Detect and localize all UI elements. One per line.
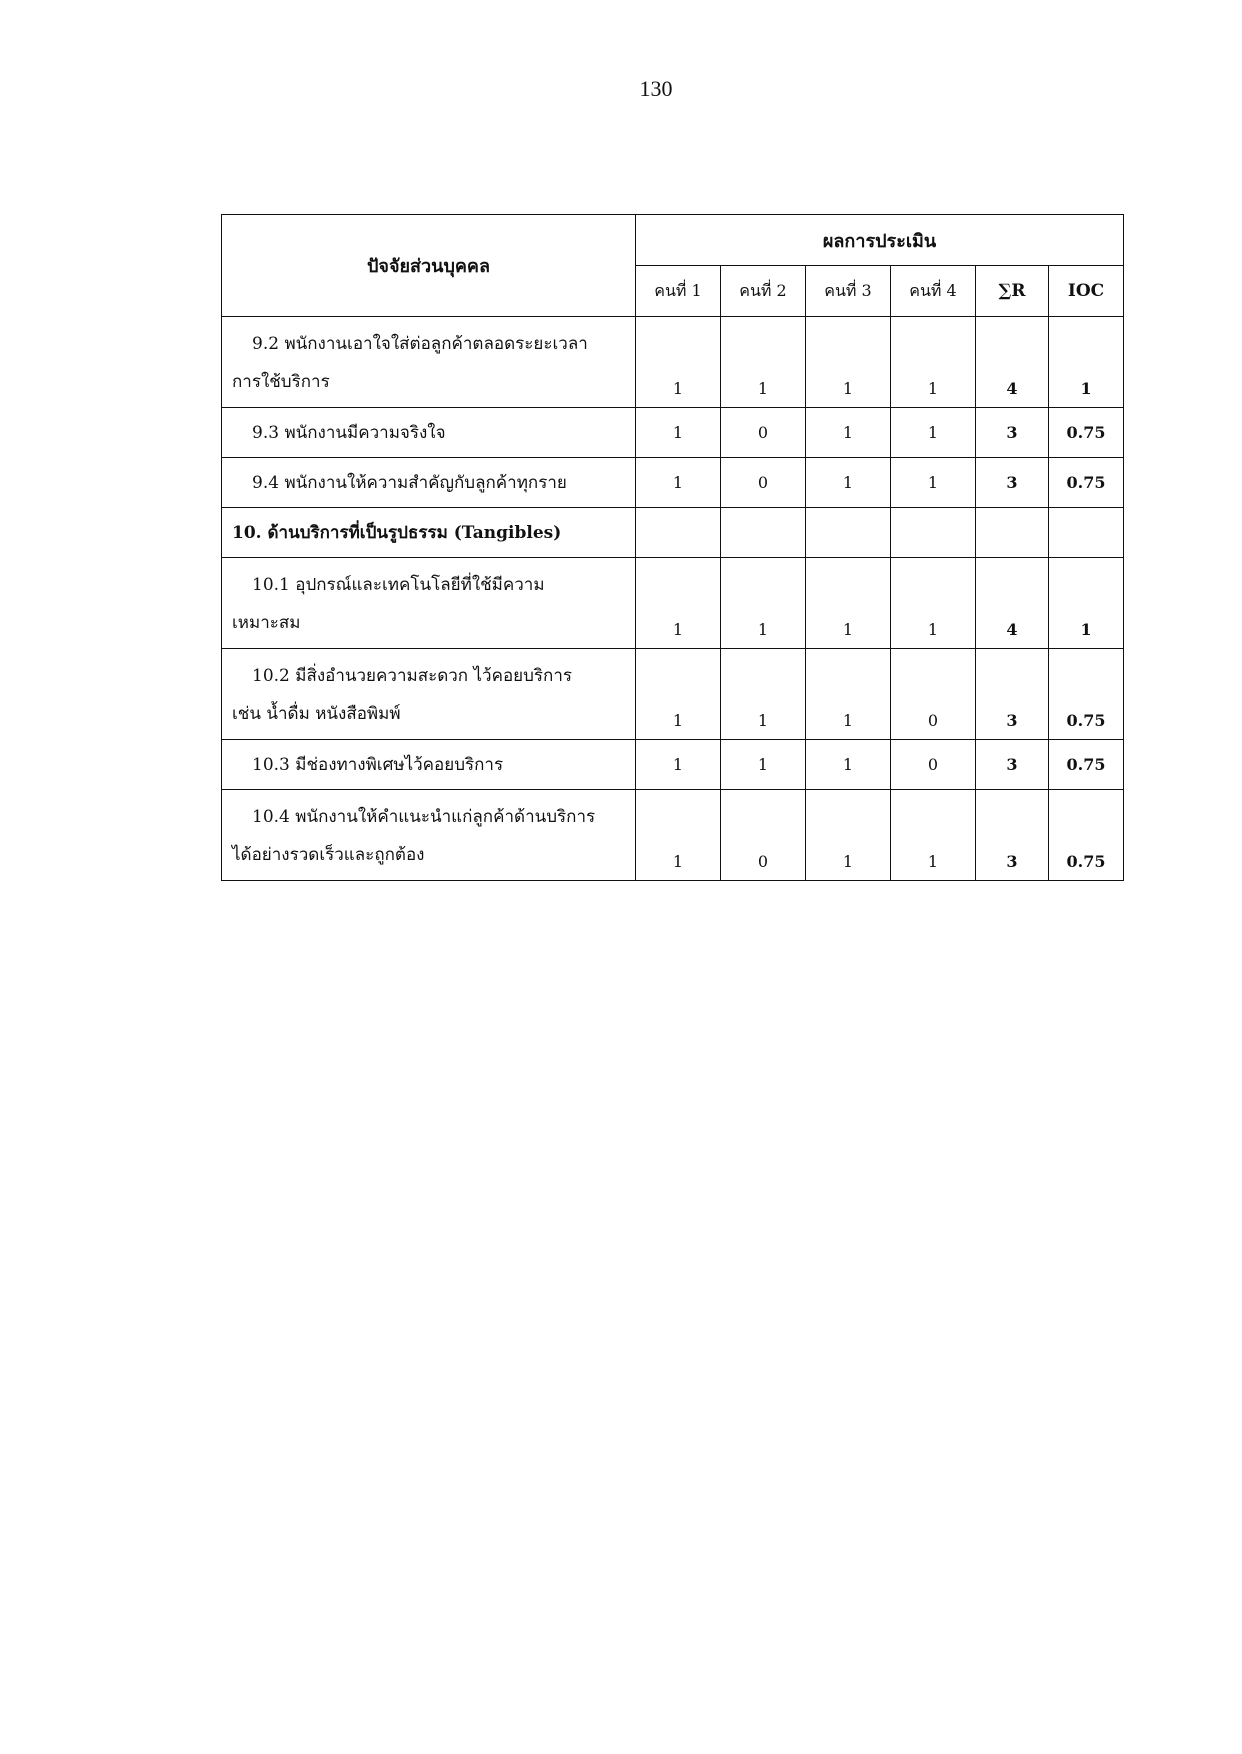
- factor-text-line1: 9.4 พนักงานให้ความสำคัญกับลูกค้าทุกราย: [252, 472, 567, 493]
- sum-r-value: 3: [976, 790, 1049, 881]
- factor-text-line2: การใช้บริการ: [232, 372, 330, 392]
- rater-1-score: 1: [636, 408, 721, 458]
- factor-text-line1: 10. ด้านบริการที่เป็นรูปธรรม (Tangibles): [232, 522, 562, 543]
- factor-text-line2: เหมาะสม: [232, 613, 301, 633]
- rater-1-score: 1: [636, 740, 721, 790]
- header-rater-3: คนที่ 3: [806, 266, 891, 317]
- rater-3-score: [806, 508, 891, 558]
- sum-r-value: 3: [976, 740, 1049, 790]
- factor-text-line1: 10.4 พนักงานให้คำแนะนำแก่ลูกค้าด้านบริการ: [252, 807, 596, 827]
- header-ioc: IOC: [1049, 266, 1124, 317]
- table-row: [222, 649, 1124, 740]
- rater-1-score: 1: [636, 649, 721, 740]
- header-rater-4: คนที่ 4: [891, 266, 976, 317]
- rater-4-score: 1: [891, 408, 976, 458]
- factor-cell: [222, 790, 636, 881]
- factor-cell: [222, 458, 636, 508]
- factor-cell: [222, 317, 636, 408]
- factor-text-line1: 10.1 อุปกรณ์และเทคโนโลยีที่ใช้มีความ: [252, 575, 545, 595]
- table-header: [222, 215, 1124, 317]
- sum-r-value: [976, 508, 1049, 558]
- factor-text-line1: 10.2 มีสิ่งอำนวยความสะดวก ไว้คอยบริการ: [252, 666, 573, 686]
- rater-2-score: 0: [721, 790, 806, 881]
- ioc-value: 0.75: [1049, 649, 1124, 740]
- header-rater-2: คนที่ 2: [721, 266, 806, 317]
- header-sum-r: ∑R: [976, 266, 1049, 317]
- factor-cell: [222, 508, 636, 558]
- rater-1-score: 1: [636, 790, 721, 881]
- sum-r-value: 4: [976, 317, 1049, 408]
- rater-2-score: 1: [721, 317, 806, 408]
- ioc-value: 0.75: [1049, 458, 1124, 508]
- table-row: [222, 558, 1124, 649]
- rater-3-score: 1: [806, 740, 891, 790]
- factor-text-line2: ได้อย่างรวดเร็วและถูกต้อง: [232, 845, 425, 865]
- ioc-value: [1049, 508, 1124, 558]
- factor-text-line2: เช่น น้ำดื่ม หนังสือพิมพ์: [232, 704, 401, 724]
- rater-3-score: 1: [806, 458, 891, 508]
- rater-3-score: 1: [806, 408, 891, 458]
- rater-4-score: 1: [891, 458, 976, 508]
- ioc-value: 1: [1049, 317, 1124, 408]
- page-number: 130: [639, 76, 673, 101]
- header-results: ผลการประเมิน: [636, 215, 1124, 266]
- table-row: [222, 790, 1124, 881]
- rater-4-score: 1: [891, 790, 976, 881]
- rater-2-score: [721, 508, 806, 558]
- factor-text-line1: 9.3 พนักงานมีความจริงใจ: [252, 422, 446, 443]
- ioc-value: 0.75: [1049, 790, 1124, 881]
- factor-text-line1: 9.2 พนักงานเอาใจใส่ต่อลูกค้าตลอดระยะเวลา: [252, 334, 588, 354]
- ioc-evaluation-table: [221, 214, 1124, 881]
- rater-1-score: 1: [636, 317, 721, 408]
- rater-2-score: 0: [721, 458, 806, 508]
- rater-3-score: 1: [806, 649, 891, 740]
- header-factor: ปัจจัยส่วนบุคคล: [222, 215, 636, 317]
- factor-cell: [222, 558, 636, 649]
- rater-1-score: 1: [636, 458, 721, 508]
- factor-text-line1: 10.3 มีช่องทางพิเศษไว้คอยบริการ: [252, 754, 504, 775]
- rater-4-score: [891, 508, 976, 558]
- rater-2-score: 1: [721, 740, 806, 790]
- rater-1-score: 1: [636, 558, 721, 649]
- ioc-value: 0.75: [1049, 740, 1124, 790]
- sum-r-value: 3: [976, 649, 1049, 740]
- table-row: [222, 408, 1124, 458]
- header-rater-1: คนที่ 1: [636, 266, 721, 317]
- factor-cell: [222, 408, 636, 458]
- ioc-value: 1: [1049, 558, 1124, 649]
- rater-3-score: 1: [806, 790, 891, 881]
- table-row: [222, 508, 1124, 558]
- rater-2-score: 0: [721, 408, 806, 458]
- rater-2-score: 1: [721, 558, 806, 649]
- rater-3-score: 1: [806, 558, 891, 649]
- table-row: [222, 458, 1124, 508]
- rater-4-score: 0: [891, 649, 976, 740]
- table-row: [222, 740, 1124, 790]
- factor-cell: [222, 649, 636, 740]
- sum-r-value: 4: [976, 558, 1049, 649]
- table-row: [222, 317, 1124, 408]
- ioc-value: 0.75: [1049, 408, 1124, 458]
- sum-r-value: 3: [976, 458, 1049, 508]
- sum-r-value: 3: [976, 408, 1049, 458]
- rater-4-score: 1: [891, 558, 976, 649]
- rater-4-score: 1: [891, 317, 976, 408]
- rater-4-score: 0: [891, 740, 976, 790]
- table-body: [222, 317, 1124, 881]
- rater-1-score: [636, 508, 721, 558]
- rater-2-score: 1: [721, 649, 806, 740]
- factor-cell: [222, 740, 636, 790]
- rater-3-score: 1: [806, 317, 891, 408]
